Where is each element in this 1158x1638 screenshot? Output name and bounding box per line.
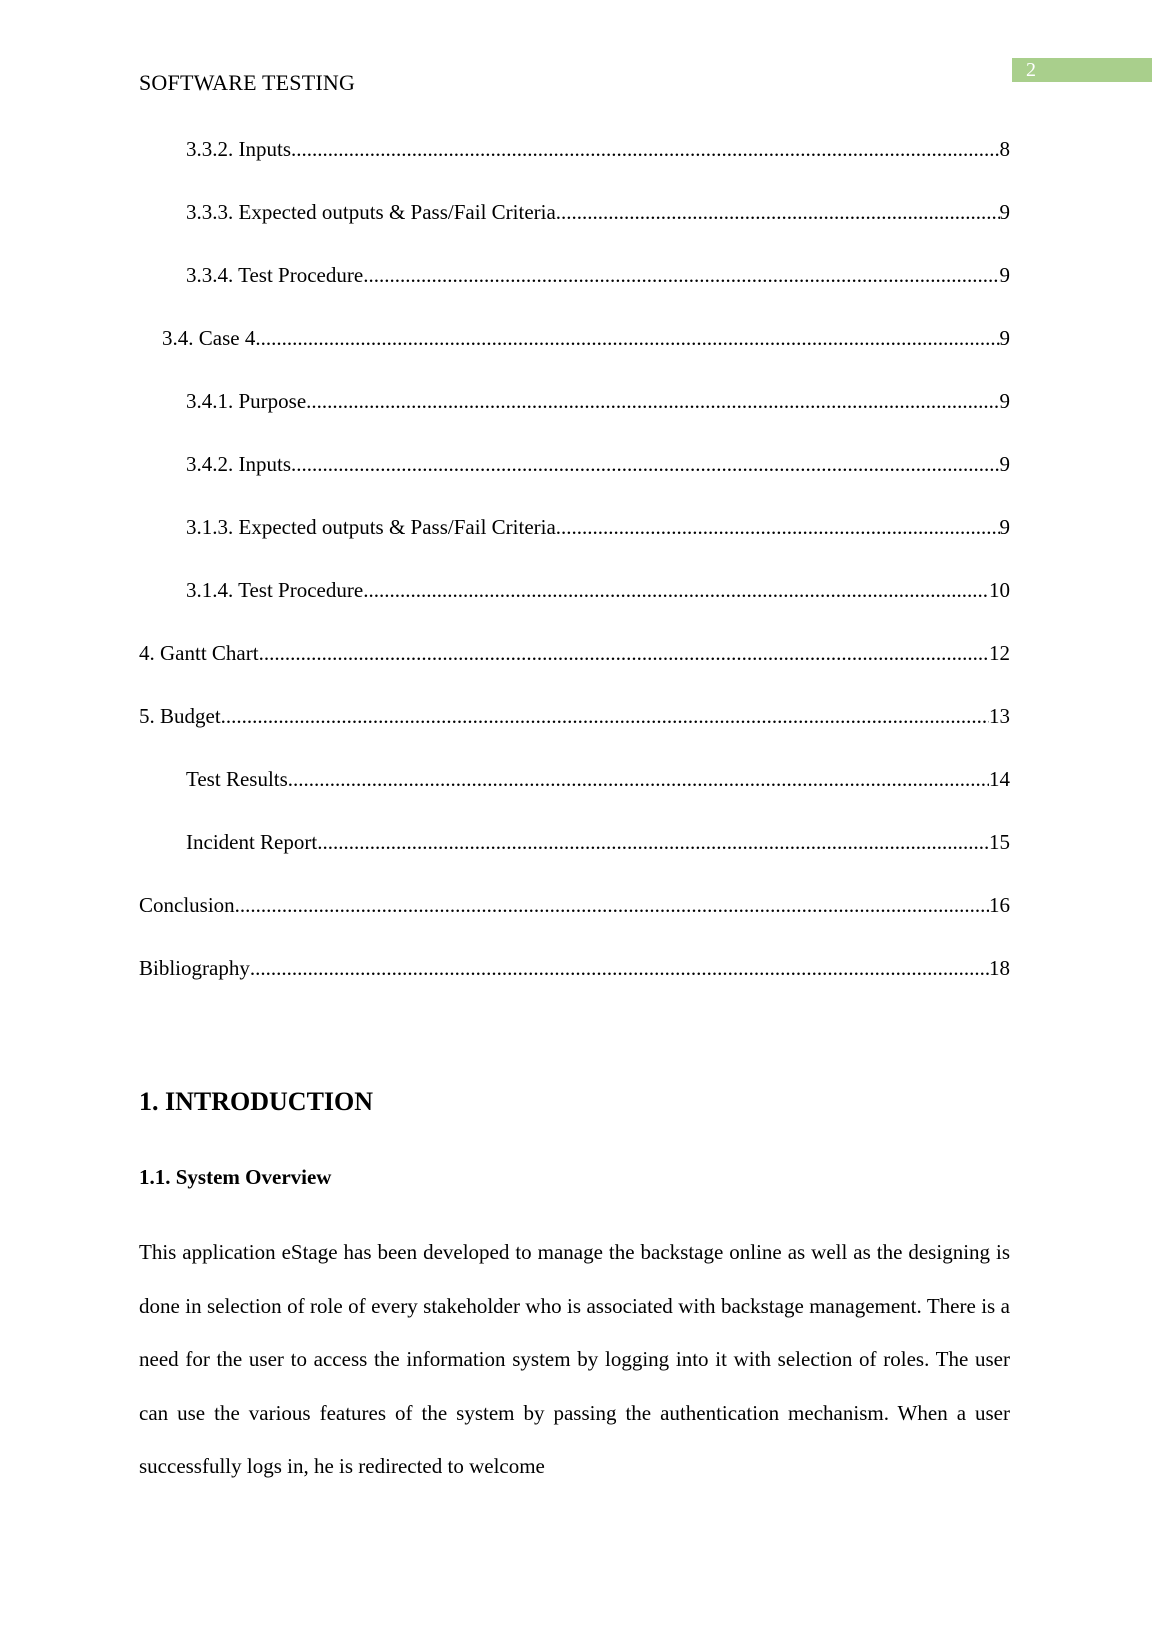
toc-dot-leader [363, 575, 989, 605]
toc-entry-page: 13 [989, 701, 1010, 731]
toc-entry-title: 4. Gantt Chart [139, 641, 259, 665]
toc-entry-page: 8 [1000, 134, 1011, 164]
toc-entry-page: 16 [989, 890, 1010, 920]
toc-entry-title: 3.3.3. Expected outputs & Pass/Fail Criteria [186, 200, 556, 224]
subsection-heading: 1.1. System Overview [139, 1165, 332, 1189]
toc-entry-page: 9 [1000, 386, 1011, 416]
toc-entry-page: 15 [989, 827, 1010, 857]
toc-entry-title: 5. Budget [139, 704, 221, 728]
toc-entry-page: 9 [1000, 449, 1011, 479]
body-paragraph: This application eStage has been developed to manage the backstage online as well as the designing is done in selection of role of every stakeholder who is associated with backstage management. There is a need for the user to access the information system by logging into it with selection of roles. The user can use the various features of the system by passing the authentication mechanism. When a user successfully logs in, he is redirected to welcome [139, 1240, 1010, 1478]
toc-entry[interactable] [186, 449, 1010, 479]
toc-entry-page: 9 [1000, 323, 1011, 353]
toc-entry-page: 9 [1000, 512, 1011, 542]
toc-entry-page: 9 [1000, 197, 1011, 227]
toc-entry-title: Incident Report [186, 830, 318, 854]
toc-entry-title: Conclusion [139, 893, 235, 917]
toc-entry-title: 3.3.4. Test Procedure [186, 263, 364, 287]
toc-entry[interactable] [186, 764, 1010, 794]
toc-dot-leader [291, 134, 1000, 164]
section-heading: 1. INTRODUCTION [139, 1087, 374, 1116]
toc-entry[interactable] [139, 953, 1010, 983]
toc-entry-page: 18 [989, 953, 1010, 983]
toc-entry-title: Bibliography [139, 956, 250, 980]
toc-entry-title: Test Results [186, 767, 288, 791]
toc-entry[interactable] [139, 638, 1010, 668]
toc-dot-leader [288, 764, 989, 794]
toc-dot-leader [556, 197, 1000, 227]
toc-entry[interactable] [186, 512, 1010, 542]
toc-dot-leader [291, 449, 1000, 479]
toc-entry-title: 3.4.2. Inputs [186, 452, 291, 476]
running-header: SOFTWARE TESTING [139, 70, 356, 95]
toc-entry[interactable] [139, 890, 1010, 920]
toc-entry-page: 10 [989, 575, 1010, 605]
toc-entry[interactable] [186, 260, 1010, 290]
toc-entry-page: 9 [1000, 260, 1011, 290]
toc-entry[interactable] [162, 323, 1010, 353]
toc-entry-title: 3.1.3. Expected outputs & Pass/Fail Criteria [186, 515, 556, 539]
toc-dot-leader [363, 260, 999, 290]
toc-entry-page: 14 [989, 764, 1010, 794]
toc-entry[interactable] [186, 575, 1010, 605]
toc-dot-leader [306, 386, 999, 416]
toc-entry-title: 3.4. Case 4 [162, 326, 256, 350]
toc-dot-leader [250, 953, 989, 983]
toc-dot-leader [235, 890, 989, 920]
toc-entry-title: 3.3.2. Inputs [186, 137, 291, 161]
toc-entry-title: 3.1.4. Test Procedure [186, 578, 364, 602]
toc-entry[interactable] [186, 386, 1010, 416]
toc-dot-leader [317, 827, 989, 857]
toc-entry[interactable] [186, 134, 1010, 164]
toc-entry-title: 3.4.1. Purpose [186, 389, 307, 413]
toc-entry[interactable] [186, 827, 1010, 857]
toc-dot-leader [221, 701, 989, 731]
toc-dot-leader [259, 638, 989, 668]
toc-dot-leader [255, 323, 999, 353]
toc-entry-page: 12 [989, 638, 1010, 668]
toc-entry[interactable] [139, 701, 1010, 731]
toc-entry[interactable] [186, 197, 1010, 227]
page-number: 2 [1012, 58, 1152, 82]
toc-dot-leader [556, 512, 1000, 542]
